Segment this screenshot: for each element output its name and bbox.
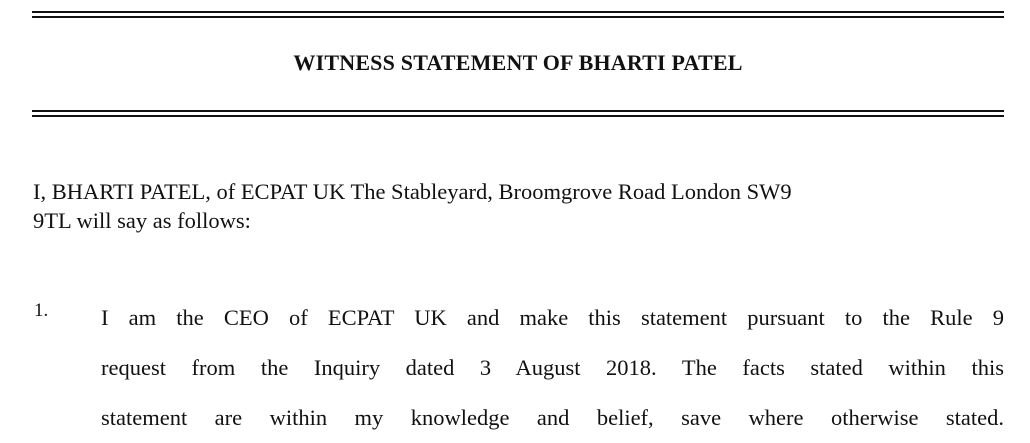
intro-line: 9TL will say as follows: <box>33 208 251 233</box>
paragraph-line: request from the Inquiry dated 3 August 2018. The facts stated within this <box>101 355 1004 380</box>
paragraph-number: 1. <box>34 300 49 321</box>
document-title: WITNESS STATEMENT OF BHARTI PATEL <box>293 50 743 75</box>
intro-paragraph <box>33 177 1008 235</box>
paragraph-body <box>101 293 1004 443</box>
top-double-rule <box>32 11 1004 18</box>
bottom-double-rule <box>32 110 1004 117</box>
paragraph-line: statement are within my knowledge and belief, save where otherwise stated. <box>101 405 1004 430</box>
paragraph-line: I am the CEO of ECPAT UK and make this statement pursuant to the Rule 9 <box>101 305 1004 330</box>
intro-line: I, BHARTI PATEL, of ECPAT UK The Stableyard, Broomgrove Road London SW9 <box>33 179 792 204</box>
